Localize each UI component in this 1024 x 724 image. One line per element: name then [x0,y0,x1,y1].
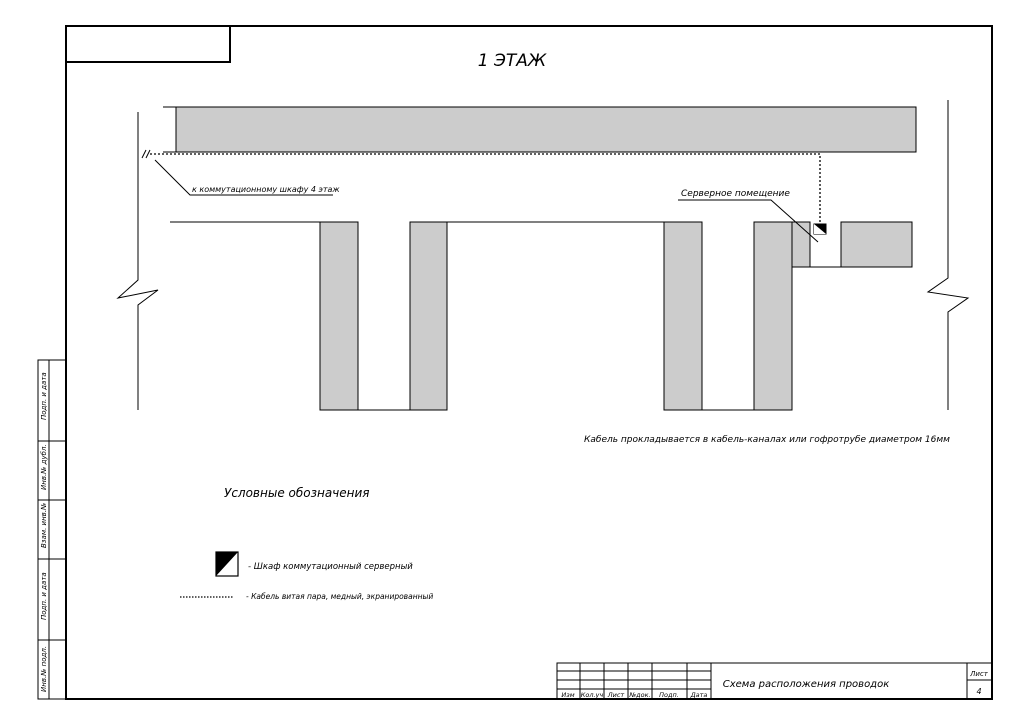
sheet-number: 4 [976,687,982,696]
legend-title: Условные обозначения [224,486,370,500]
legend-cable-label: - Кабель витая пара, медный, экранированный [246,592,434,601]
floor-title: 1 ЭТАЖ [477,51,547,71]
tb-header-izm: Изм [561,691,575,699]
cable-note: Кабель прокладывается в кабель-каналах или гофротрубе диаметром 16мм [584,435,950,445]
corner-stamp-box [66,26,230,62]
stamp-orig-inv: Инв.№ подл. [40,645,48,692]
left-wall-1 [320,222,358,410]
break-line-left [118,112,158,410]
right-wall-1 [664,222,702,410]
break-line-right [928,100,968,410]
top-wall [176,107,916,152]
stamp-replace-inv: Взам. инв.№ [40,502,48,548]
stamp-dup-inv: Инв.№ дубл. [40,444,48,490]
tb-header-podp: Подп. [659,691,679,699]
server-cabinet-icon [814,224,826,234]
tb-header-list: Лист [607,691,625,699]
title-block [557,663,992,699]
drawing-title: Схема расположения проводок [722,679,890,690]
right-wall-2 [754,222,792,410]
tb-header-ndoc: №док. [629,691,651,699]
left-wall-2 [410,222,447,410]
server-room-wall-right [841,222,912,267]
server-room-wall-left [792,222,810,267]
stamp-sign-date-2: Подп. и дата [40,572,48,620]
stamp-sign-date-1: Подп. и дата [40,372,48,420]
tb-header-koluch: Кол.уч [580,691,604,699]
legend-cabinet-icon [216,552,238,576]
server-room-label: Серверное помещение [681,189,790,199]
tb-header-data: Дата [690,691,708,699]
side-stamp [38,360,66,699]
to-cabinet-note: к коммутационному шкафу 4 этаж [192,185,340,194]
sheet-label: Лист [970,670,988,678]
legend-cabinet-label: - Шкаф коммутационный серверный [248,562,413,572]
